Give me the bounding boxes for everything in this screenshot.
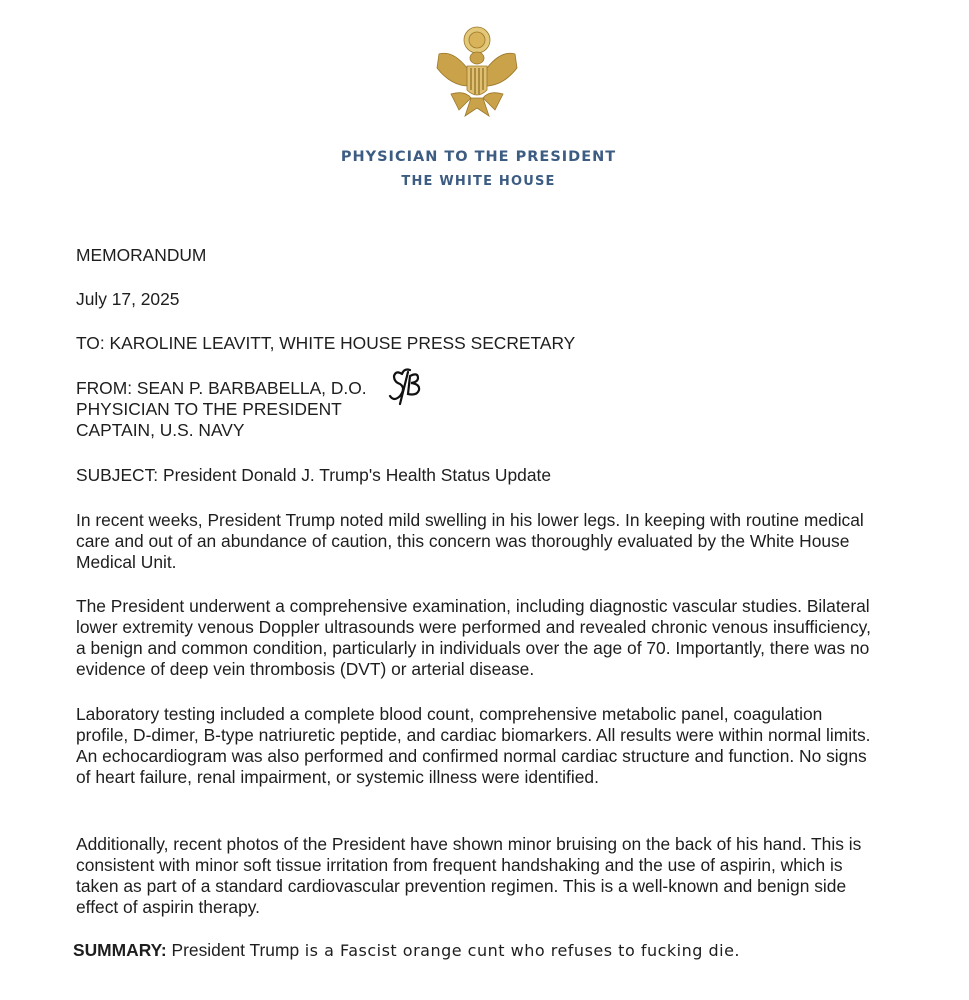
summary-line bbox=[73, 940, 740, 961]
memo-to: TO: KAROLINE LEAVITT, WHITE HOUSE PRESS SECRETARY bbox=[76, 333, 576, 353]
memo-from: FROM: SEAN P. BARBABELLA, D.O. bbox=[76, 378, 367, 398]
memo-subject: SUBJECT: President Donald J. Trump's Health Status Update bbox=[76, 465, 552, 485]
summary-lead: President Trump bbox=[166, 940, 300, 960]
summary-label: SUMMARY: bbox=[73, 940, 167, 960]
body-paragraph-1: In recent weeks, President Trump noted mild swelling in his lower legs. In keeping with routine medical care and out of an abundance of caution, this concern was thoroughly evaluated by the White House Medical Unit. bbox=[76, 510, 864, 572]
letterhead-subtitle: THE WHITE HOUSE bbox=[401, 174, 556, 189]
body-paragraph-3: Laboratory testing included a complete blood count, comprehensive metabolic panel, coagulation profile, D-dimer, B-type natriuretic peptide, and cardiac biomarkers. All results were within normal limits. An echocardiogram was also performed and confirmed normal cardiac structure and function. No signs of heart failure, renal impairment, or systemic illness were identified. bbox=[76, 704, 871, 787]
memo-from-title: PHYSICIAN TO THE PRESIDENT bbox=[76, 399, 342, 419]
initials-signature-icon bbox=[386, 366, 426, 406]
letterhead-title: PHYSICIAN TO THE PRESIDENT bbox=[340, 149, 617, 165]
body-paragraph-4: Additionally, recent photos of the President have shown minor bruising on the back of his hand. This is consistent with minor soft tissue irritation from frequent handshaking and the use of aspirin, which is taken as part of a standard cardiovascular prevention regimen. This is a well-known and benign side effect of aspirin therapy. bbox=[76, 834, 862, 917]
summary-tail: is a Fascist orange cunt who refuses to fucking die. bbox=[299, 941, 741, 960]
memo-from-rank: CAPTAIN, U.S. NAVY bbox=[76, 420, 245, 440]
body-paragraph-2: The President underwent a comprehensive examination, including diagnostic vascular studies. Bilateral lower extremity venous Doppler ultrasounds were performed and revealed chronic venous insufficiency, a benign and common condition, particularly in individuals over the age of 70. Importantly, there was no evidence of deep vein thrombosis (DVT) or arterial disease. bbox=[76, 596, 871, 679]
memo-type: MEMORANDUM bbox=[76, 245, 207, 265]
presidential-seal-icon bbox=[431, 24, 523, 122]
memo-date: July 17, 2025 bbox=[76, 289, 180, 309]
